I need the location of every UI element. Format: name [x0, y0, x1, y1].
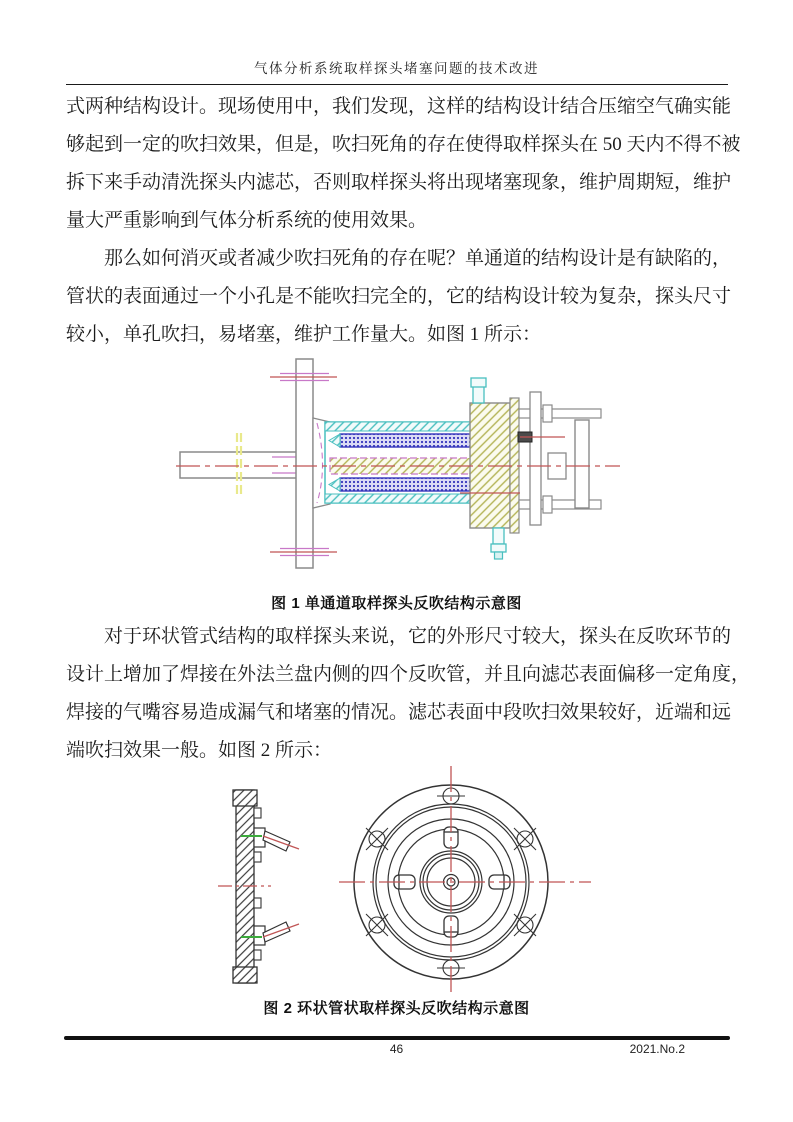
figure-1-caption: 图 1 单通道取样探头反吹结构示意图 [271, 595, 522, 612]
header-rule [66, 84, 728, 85]
text-line: 较小，单孔吹扫，易堵塞，维护工作量大。如图 1 所示： [66, 324, 542, 345]
figure-2-caption: 图 2 环状管状取样探头反吹结构示意图 [263, 1000, 530, 1017]
issue-label: 2021.No.2 [629, 1042, 685, 1056]
body-paragraphs-bottom [66, 618, 751, 770]
text-line: 对于环状管式结构的取样探头来说，它的外形尺寸较大，探头在反吹环节的 [104, 626, 732, 647]
figure-2 [183, 762, 623, 1002]
figure-2-drawing [183, 762, 623, 997]
text-line: 量大严重影响到气体分析系统的使用效果。 [66, 210, 428, 231]
text-line: 设计上增加了焊接在外法兰盘内侧的四个反吹管，并且向滤芯表面偏移一定角度， [66, 664, 751, 685]
text-line: 式两种结构设计。现场使用中，我们发现，这样的结构设计结合压缩空气确实能 [66, 96, 732, 117]
text-line: 够起到一定的吹扫效果，但是，吹扫死角的存在使得取样探头在 50 天内不得不被 [66, 134, 741, 155]
text-line: 端吹扫效果一般。如图 2 所示： [66, 740, 333, 761]
text-line: 那么如何消灭或者减少吹扫死角的存在呢？单通道的结构设计是有缺陷的， [104, 248, 732, 269]
text-line: 焊接的气嘴容易造成漏气和堵塞的情况。滤芯表面中段吹扫效果较好，近端和远 [66, 702, 732, 723]
side-view-flange [218, 790, 299, 983]
figure-1-drawing [168, 356, 638, 591]
probe-body [470, 378, 519, 559]
running-head-title: 气体分析系统取样探头堵塞问题的技术改进 [254, 61, 539, 76]
footer-rule [64, 1036, 730, 1040]
body-paragraphs-top [66, 88, 741, 354]
text-line: 拆下来手动清洗探头内滤芯，否则取样探头将出现堵塞现象，维护周期短，维护 [66, 172, 732, 193]
page-number: 46 [389, 1042, 404, 1056]
text-line: 管状的表面通过一个小孔是不能吹扫完全的，它的结构设计较为复杂，探头尺寸 [66, 286, 732, 307]
figure-1 [168, 356, 638, 596]
probe-cylinder [313, 418, 476, 508]
